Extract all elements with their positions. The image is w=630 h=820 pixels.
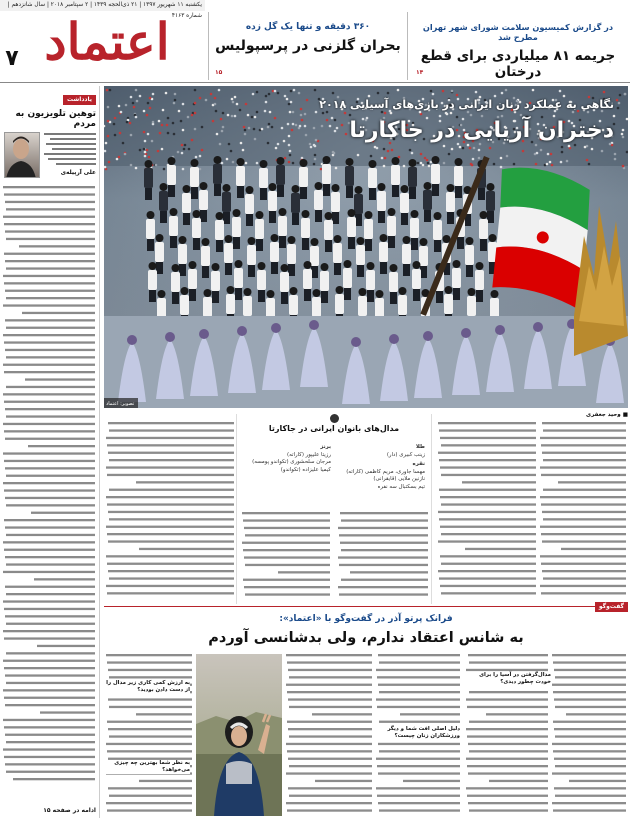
teaser-right-title: جریمه ۸۱ میلیاردی برای قطع درختان: [420, 48, 616, 80]
hero-title: دختران آریایی در جاکارتا: [349, 118, 614, 143]
teaser-center-title: بحران گلزنی در پرسپولیس: [215, 38, 401, 54]
section-label-sport: گفت‌وگو: [595, 602, 628, 612]
logo: اعتماد: [44, 12, 170, 71]
teaser-right[interactable]: [412, 12, 624, 80]
interview-title[interactable]: به شانس اعتقاد ندارم، ولی بدشانسی آوردم: [208, 630, 524, 646]
section-rule: [104, 606, 628, 607]
bronze-item-2: کیمیا علیزاده (تکواندو): [280, 466, 331, 473]
teaser-center[interactable]: [208, 12, 408, 80]
date-line: یکشنبه ۱۱ شهریور ۱۳۹۷ | ۲۱ ذی‌الحجه ۱۴۳۹ | ۲ سپتامبر ۲۰۱۸ | سال شانزدهم | شماره ۴۱۶۳: [0, 0, 205, 11]
avatar: [4, 132, 40, 178]
sidebar-intro-text: [42, 132, 96, 168]
silver-label: نقره: [412, 461, 425, 468]
medal-icon: [330, 414, 339, 423]
sidebar-continuation[interactable]: ادامه در صفحه ۱۵: [43, 807, 96, 814]
silver-item-1: نازنین ملایی (قایقرانی): [373, 476, 425, 483]
interview-q2: دلیل اصلی افت شما و دیگر ورزشکاران زنان چیست؟: [374, 726, 460, 740]
teaser-right-page: ۱۴: [416, 69, 424, 76]
hero-kicker: نگاهی به عملکرد زنان ایرانی در بازی‌های آسیایی ۲۰۱۸: [319, 98, 614, 111]
masthead-rule: [0, 82, 630, 83]
interview-q1: مدال‌گرفتن در آسیا را برای خودت چطور دیدی؟: [465, 672, 551, 686]
silver-item-0: مهسا جاوری، مریم کاظمی (کاراته): [346, 468, 425, 475]
interview-q3: به ارزش کمی کاری زیر مدال را از دست دادن بودید؟: [104, 680, 190, 694]
medal-box-text-lines: [242, 512, 428, 600]
hero-photo: [104, 86, 628, 408]
teaser-right-kicker: در گزارش کمیسیون سلامت شورای شهر تهران مطرح شد: [422, 22, 614, 42]
silver-item-2: تیم بسکتبال سه نفره: [377, 483, 425, 490]
medal-column-right: [335, 444, 425, 492]
athlete-image: [196, 654, 282, 816]
sidebar: [2, 86, 100, 818]
sidebar-author: علی آرپیله‌ی: [60, 170, 96, 176]
athlete-photo: [196, 654, 282, 816]
interview-q4: به نظر شما بهترین چه چیزی می‌خواهد؟: [104, 760, 190, 774]
bronze-label: برنز: [320, 444, 331, 450]
hero-caption: تصویر: اعتماد: [106, 401, 135, 407]
bronze-item-0: رزیتا علیپور (کاراته): [287, 451, 331, 458]
sidebar-author-block: [2, 132, 96, 182]
sidebar-intro: [42, 132, 96, 168]
interview-kicker: فرانک پرتو آذر در گفت‌وگو با «اعتماد»:: [279, 614, 453, 624]
author-tag: ■ وحید جعفری: [585, 412, 628, 418]
sidebar-body-text: [2, 184, 96, 794]
medal-box-title: مدال‌های بانوان ایرانی در جاکارتا: [268, 424, 400, 433]
author-portrait: [4, 133, 39, 178]
sidebar-title: توهین تلویزیون به مردم: [15, 109, 96, 129]
medal-box: [236, 414, 432, 604]
teaser-center-page: ۱۵: [215, 69, 223, 76]
bronze-item-1: مرجان سلحشوری (تکواندو پومسه): [252, 459, 331, 466]
sidebar-section-label: یادداشت: [63, 95, 96, 105]
medal-column-left: [243, 444, 331, 474]
teaser-center-kicker: ۳۶۰ دقیقه و تنها یک گل زده: [245, 22, 371, 32]
gold-label: طلا: [415, 444, 425, 450]
page-number: ۷: [5, 46, 19, 71]
masthead: [0, 0, 630, 82]
gold-item-0: زینب کبیری (دار): [386, 451, 425, 458]
